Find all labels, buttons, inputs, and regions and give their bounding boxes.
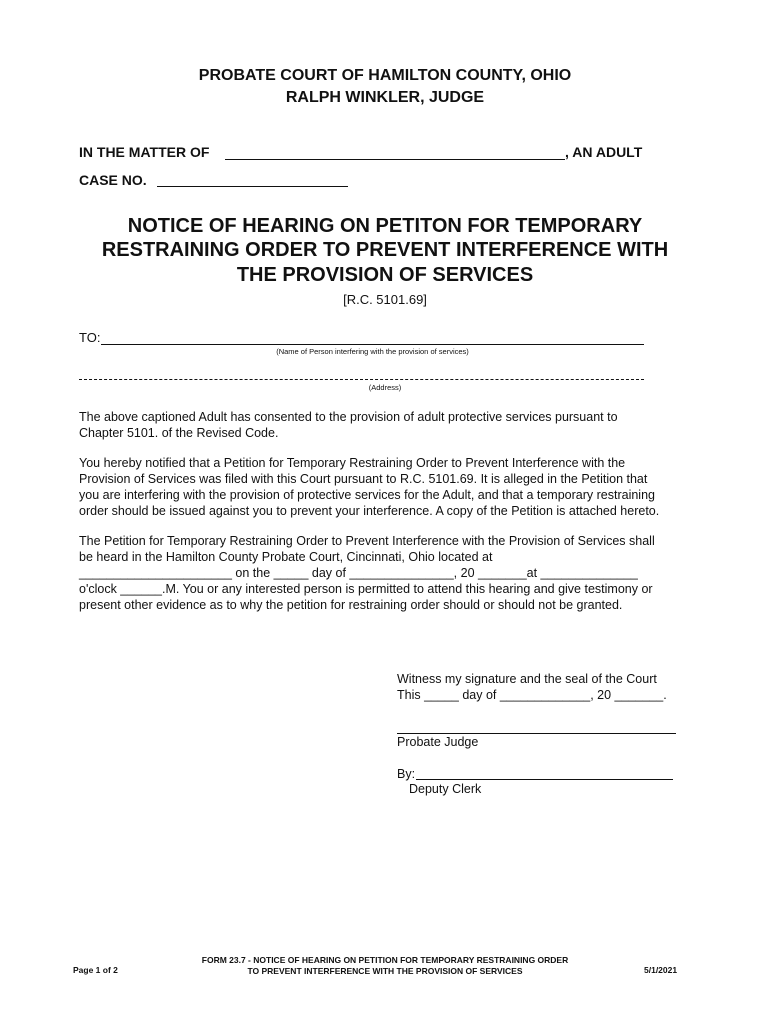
court-name: PROBATE COURT OF HAMILTON COUNTY, OHIO bbox=[198, 67, 572, 84]
form-title bbox=[150, 955, 620, 977]
judge-name: RALPH WINKLER, JUDGE bbox=[285, 89, 485, 106]
witness-date-line[interactable]: This _____ day of _____________, 20 _______. bbox=[397, 688, 667, 702]
paragraph-line: Provision of Services was filed with this Court pursuant to R.C. 5101.69. It is alleged in the Petition that bbox=[79, 472, 648, 486]
hearing-paragraph bbox=[79, 533, 694, 613]
matter-suffix: , AN ADULT bbox=[565, 144, 643, 160]
petition-paragraph bbox=[79, 455, 694, 519]
paragraph-line: order should be issued against you to prevent your interference. A copy of the Petition is attached hereto. bbox=[79, 504, 660, 518]
consent-paragraph bbox=[79, 409, 694, 441]
paragraph-line: Chapter 5101. of the Revised Code. bbox=[79, 426, 279, 440]
by-label: By: bbox=[397, 767, 416, 781]
witness-line: Witness my signature and the seal of the Court bbox=[397, 672, 657, 686]
form-title-line-1: FORM 23.7 - NOTICE OF HEARING ON PETITION FOR TEMPORARY RESTRAINING ORDER bbox=[201, 955, 569, 965]
deputy-clerk-label: Deputy Clerk bbox=[409, 782, 482, 796]
matter-name-field[interactable] bbox=[225, 159, 565, 160]
to-label: TO: bbox=[79, 330, 101, 345]
title-line-1: NOTICE OF HEARING ON PETITON FOR TEMPORARY bbox=[127, 215, 643, 237]
judge-signature-line[interactable] bbox=[397, 733, 676, 734]
paragraph-line: The above captioned Adult has consented to the provision of adult protective services pursuant to bbox=[79, 410, 618, 424]
paragraph-line: o'clock ______.M. You or any interested person is permitted to attend this hearing and give testimony or bbox=[79, 582, 653, 596]
page-number: Page 1 of 2 bbox=[73, 965, 118, 975]
title-line-2: RESTRAINING ORDER TO PREVENT INTERFERENCE WITH bbox=[101, 239, 669, 261]
hearing-blanks-line[interactable]: ______________________ on the _____ day of _______________, 20 _______at ______________ bbox=[79, 566, 638, 580]
paragraph-line: present other evidence as to why the petition for restraining order should or should not be granted. bbox=[79, 598, 623, 612]
form-title-line-2: TO PREVENT INTERFERENCE WITH THE PROVISION OF SERVICES bbox=[247, 966, 523, 976]
paragraph-line: The Petition for Temporary Restraining Order to Prevent Interference with the Provision of Services shall bbox=[79, 534, 655, 548]
paragraph-line: you are interfering with the provision of protective services for the Adult, and that a temporary restraining bbox=[79, 488, 655, 502]
clerk-signature-line[interactable] bbox=[416, 779, 673, 780]
recipient-name-caption: (Name of Person interfering with the provision of services) bbox=[276, 347, 469, 356]
recipient-address-field[interactable] bbox=[79, 379, 644, 380]
form-date: 5/1/2021 bbox=[644, 965, 678, 975]
paragraph-line: You hereby notified that a Petition for Temporary Restraining Order to Prevent Interference with the bbox=[79, 456, 626, 470]
case-number-field[interactable] bbox=[157, 186, 348, 187]
probate-judge-label: Probate Judge bbox=[397, 735, 479, 749]
recipient-address-caption: (Address) bbox=[368, 383, 402, 392]
statute-reference: [R.C. 5101.69] bbox=[343, 292, 427, 307]
matter-label: IN THE MATTER OF bbox=[79, 144, 210, 160]
paragraph-line: be heard in the Hamilton County Probate Court, Cincinnati, Ohio located at bbox=[79, 550, 493, 564]
title-line-3: THE PROVISION OF SERVICES bbox=[236, 264, 534, 286]
recipient-name-field[interactable] bbox=[101, 344, 644, 345]
case-label: CASE NO. bbox=[79, 172, 147, 188]
